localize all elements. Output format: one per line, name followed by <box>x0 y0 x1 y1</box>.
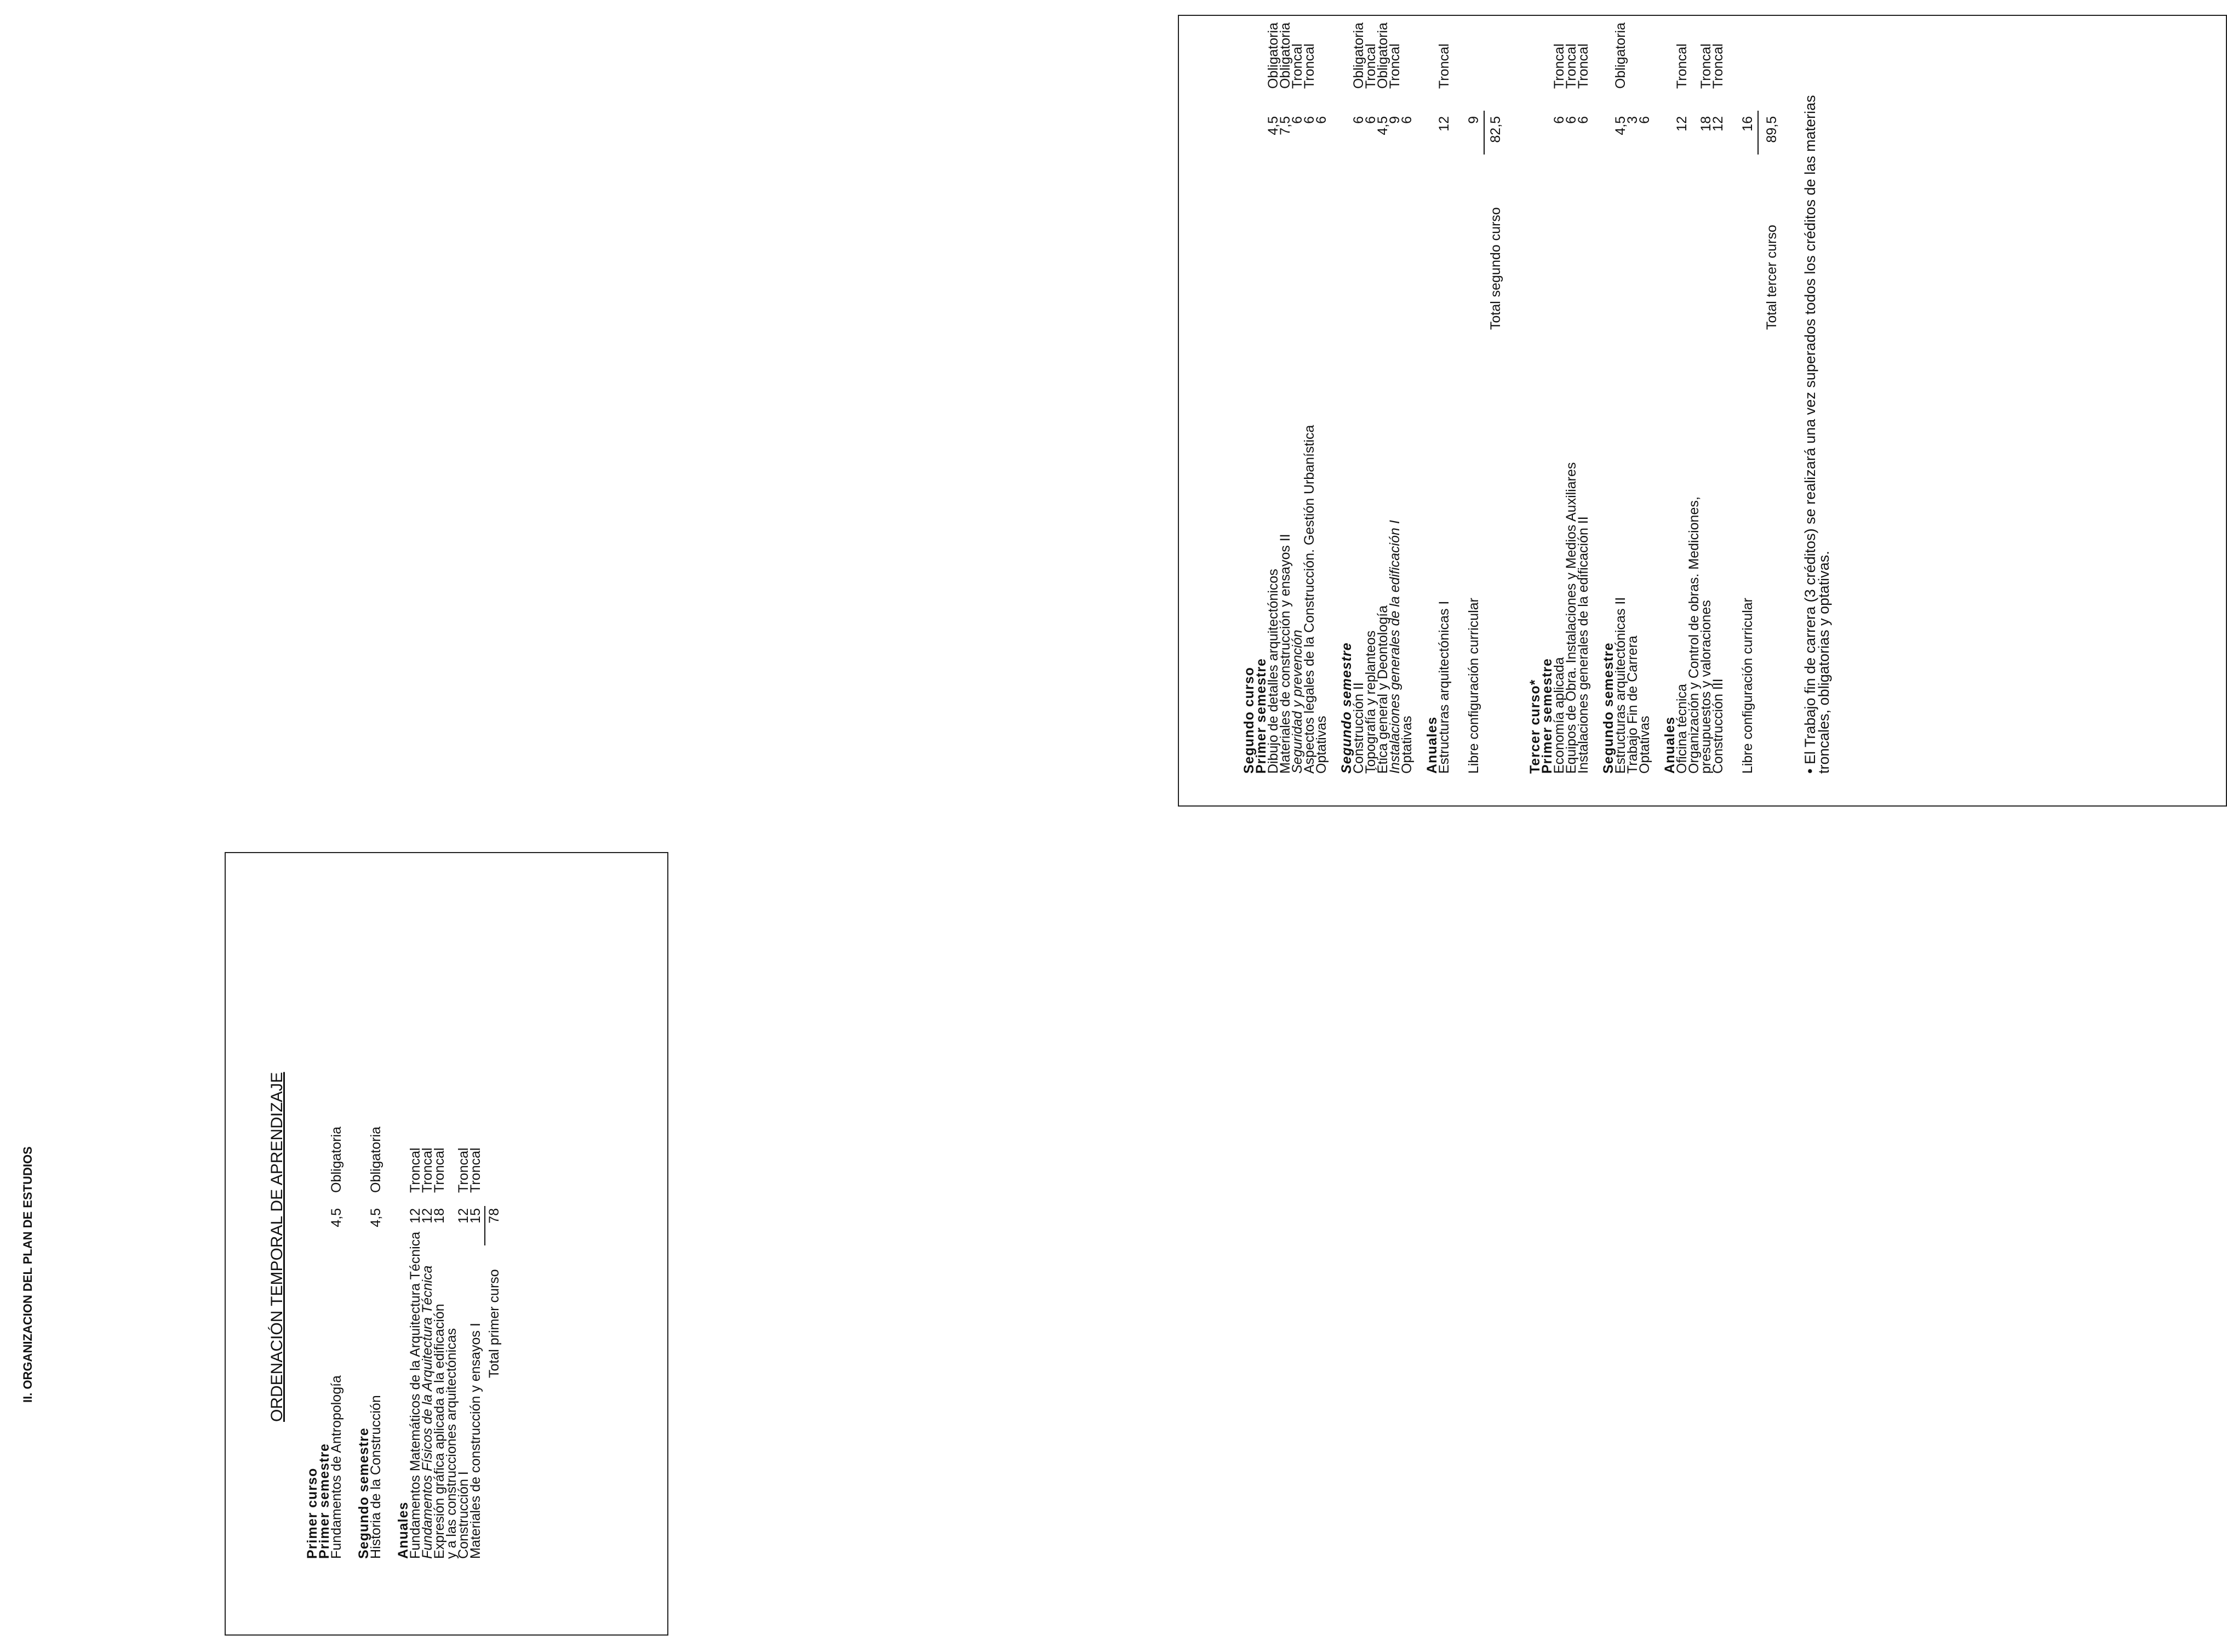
subject-credits: 12 <box>1710 116 1726 132</box>
course-label: Tercer curso* <box>1527 679 1543 774</box>
total-value: 82,5 <box>1488 116 1503 143</box>
semester-label: Primer semestre <box>317 1443 332 1559</box>
subject-credits: 4,5 <box>1375 116 1390 135</box>
subject-name: Fundamentos de Antropología <box>329 1375 344 1559</box>
subject-type: Troncal <box>408 1147 423 1193</box>
total-rule <box>484 1206 485 1245</box>
subject-name: Expresión gráfica aplicada a la edificación <box>432 1304 447 1559</box>
subject-type: Troncal <box>1302 43 1317 89</box>
subject-name: y a las construcciones arquitectónicas <box>444 1328 459 1559</box>
subject-name: Optativas <box>1314 716 1329 774</box>
subject-type: Obligatoria <box>1278 22 1293 89</box>
subject-name: Materiales de construcción y ensayos II <box>1278 534 1293 774</box>
subject-credits: 6 <box>1290 116 1305 124</box>
subject-name: Equipos de Obra. Instalaciones y Medios Auxiliares <box>1564 462 1579 774</box>
subject-name: presupuestos y valoraciones <box>1698 600 1714 774</box>
section-header <box>22 1074 33 1403</box>
subject-credits: 7,5 <box>1278 116 1293 135</box>
subject-type: Obligatoria <box>368 1127 383 1193</box>
subject-type: Obligatoria <box>1266 22 1281 89</box>
subject-credits: 6 <box>1351 116 1366 124</box>
subject-name: Aspectos legales de la Construcción. Gestión Urbanística <box>1302 425 1317 774</box>
subject-type: Troncal <box>1674 43 1690 89</box>
second-third-course-panel <box>1178 15 2227 807</box>
subject-credits: 4,5 <box>1613 116 1628 135</box>
subject-name: Construcción II <box>1351 682 1366 774</box>
subject-credits: 12 <box>456 1208 471 1224</box>
subject-type: Troncal <box>1698 43 1714 89</box>
subject-credits: 15 <box>468 1208 483 1224</box>
subject-credits: 4,5 <box>329 1208 344 1227</box>
subject-credits: 18 <box>1698 116 1714 132</box>
course-label: Segundo curso <box>1241 667 1257 774</box>
subject-name: Organización y Control de obras. Mediciones, <box>1686 496 1702 774</box>
subject-credits: 6 <box>1314 116 1329 124</box>
subject-name: Estructuras arquitectónicas II <box>1613 597 1628 774</box>
subject-type: Troncal <box>456 1147 471 1193</box>
subject-credits: 4,5 <box>1266 116 1281 135</box>
subject-credits: 18 <box>432 1208 447 1224</box>
subject-credits: 12 <box>1436 116 1452 132</box>
subject-name: Fundamentos Matemáticos de la Arquitectura Técnica <box>408 1231 423 1559</box>
subject-name: Instalaciones generales de la edificación II <box>1576 516 1591 774</box>
subject-credits: 6 <box>1576 116 1591 124</box>
subject-type: Troncal <box>468 1147 483 1193</box>
subject-name: Oficina técnica <box>1674 684 1690 774</box>
subject-name: Optativas <box>1637 716 1652 774</box>
subject-credits: 9 <box>1387 116 1402 124</box>
semester-label: Segundo semestre <box>1601 642 1616 774</box>
subject-type: Obligatoria <box>329 1127 344 1193</box>
subject-type: Troncal <box>1576 43 1591 89</box>
semester-label: Primer semestre <box>1539 658 1555 774</box>
subject-name: Fundamentos Físicos de la Arquitectura Técnica <box>420 1265 435 1559</box>
subject-name: Ética general y Deontología <box>1375 605 1390 774</box>
subject-type: Troncal <box>1552 43 1567 89</box>
subject-name: Topografía y replanteos <box>1363 630 1378 774</box>
subject-credits: 6 <box>1637 116 1652 124</box>
subject-credits: 3 <box>1625 116 1640 124</box>
subject-credits: 9 <box>1466 116 1481 124</box>
annual-label: Anuales <box>1424 716 1440 774</box>
subject-name: Construcción III <box>1710 678 1726 774</box>
subject-name: Instalaciones generales de la edificación I <box>1387 520 1402 774</box>
subject-type: Obligatoria <box>1375 22 1390 89</box>
subject-name: Economía aplicada <box>1552 657 1567 774</box>
subject-type: Troncal <box>432 1147 447 1193</box>
subject-credits: 12 <box>408 1208 423 1224</box>
subject-name: Seguridad y prevención <box>1290 630 1305 774</box>
subject-credits: 16 <box>1740 116 1755 132</box>
subject-credits: 6 <box>1564 116 1579 124</box>
total-value: 89,5 <box>1764 116 1779 143</box>
subject-name: Materiales de construcción y ensayos I <box>468 1323 483 1559</box>
subject-type: Troncal <box>1363 43 1378 89</box>
subject-name: Libre configuración curricular <box>1740 598 1755 774</box>
subject-type: Troncal <box>1436 43 1452 89</box>
total-label: Total segundo curso <box>1488 207 1503 330</box>
page-title: ORDENACIÓN TEMPORAL DE APRENDIZAJE <box>268 1072 286 1422</box>
subject-credits: 6 <box>1552 116 1567 124</box>
subject-credits: 6 <box>1302 116 1317 124</box>
total-rule <box>1484 111 1485 155</box>
subject-type: Obligatoria <box>1351 22 1366 89</box>
subject-credits: 6 <box>1363 116 1378 124</box>
subject-type: Troncal <box>1290 43 1305 89</box>
subject-name: Estructuras arquitectónicas I <box>1436 601 1452 774</box>
subject-credits: 6 <box>1399 116 1415 124</box>
semester-label: Primer semestre <box>1253 658 1269 774</box>
first-course-panel <box>225 852 668 1636</box>
footnote: • El Trabajo fin de carrera (3 créditos) se realizará una vez superados todos los créditos de las materias troncales, obligatorias y optativas. <box>1802 95 1832 774</box>
total-label: Total tercer curso <box>1764 225 1779 330</box>
subject-name: Construcción I <box>456 1471 471 1559</box>
subject-name: Trabajo Fin de Carrera <box>1625 636 1640 774</box>
annual-label: Anuales <box>396 1501 411 1559</box>
subject-type: Obligatoria <box>1613 22 1628 89</box>
semester-label: Segundo semestre <box>1339 642 1354 774</box>
subject-credits: 12 <box>420 1208 435 1224</box>
annual-label: Anuales <box>1662 716 1678 774</box>
course-label: Primer curso <box>305 1467 320 1559</box>
semester-label: Segundo semestre <box>356 1427 371 1559</box>
subject-type: Troncal <box>1564 43 1579 89</box>
total-label: Total primer curso <box>486 1269 502 1378</box>
subject-name: Optativas <box>1399 716 1415 774</box>
subject-type: Troncal <box>420 1147 435 1193</box>
total-rule <box>1757 111 1759 155</box>
subject-name: Dibujo de detalles arquitectónicos <box>1266 569 1281 774</box>
subject-type: Troncal <box>1387 43 1402 89</box>
subject-type: Troncal <box>1710 43 1726 89</box>
total-value: 78 <box>486 1208 502 1224</box>
subject-name: Historia de la Construcción <box>368 1395 383 1559</box>
subject-credits: 4,5 <box>368 1208 383 1227</box>
subject-credits: 12 <box>1674 116 1690 132</box>
section-label: II. ORGANIZACION DEL PLAN DE ESTUDIOS <box>21 1146 35 1403</box>
subject-name: Libre configuración curricular <box>1466 598 1481 774</box>
